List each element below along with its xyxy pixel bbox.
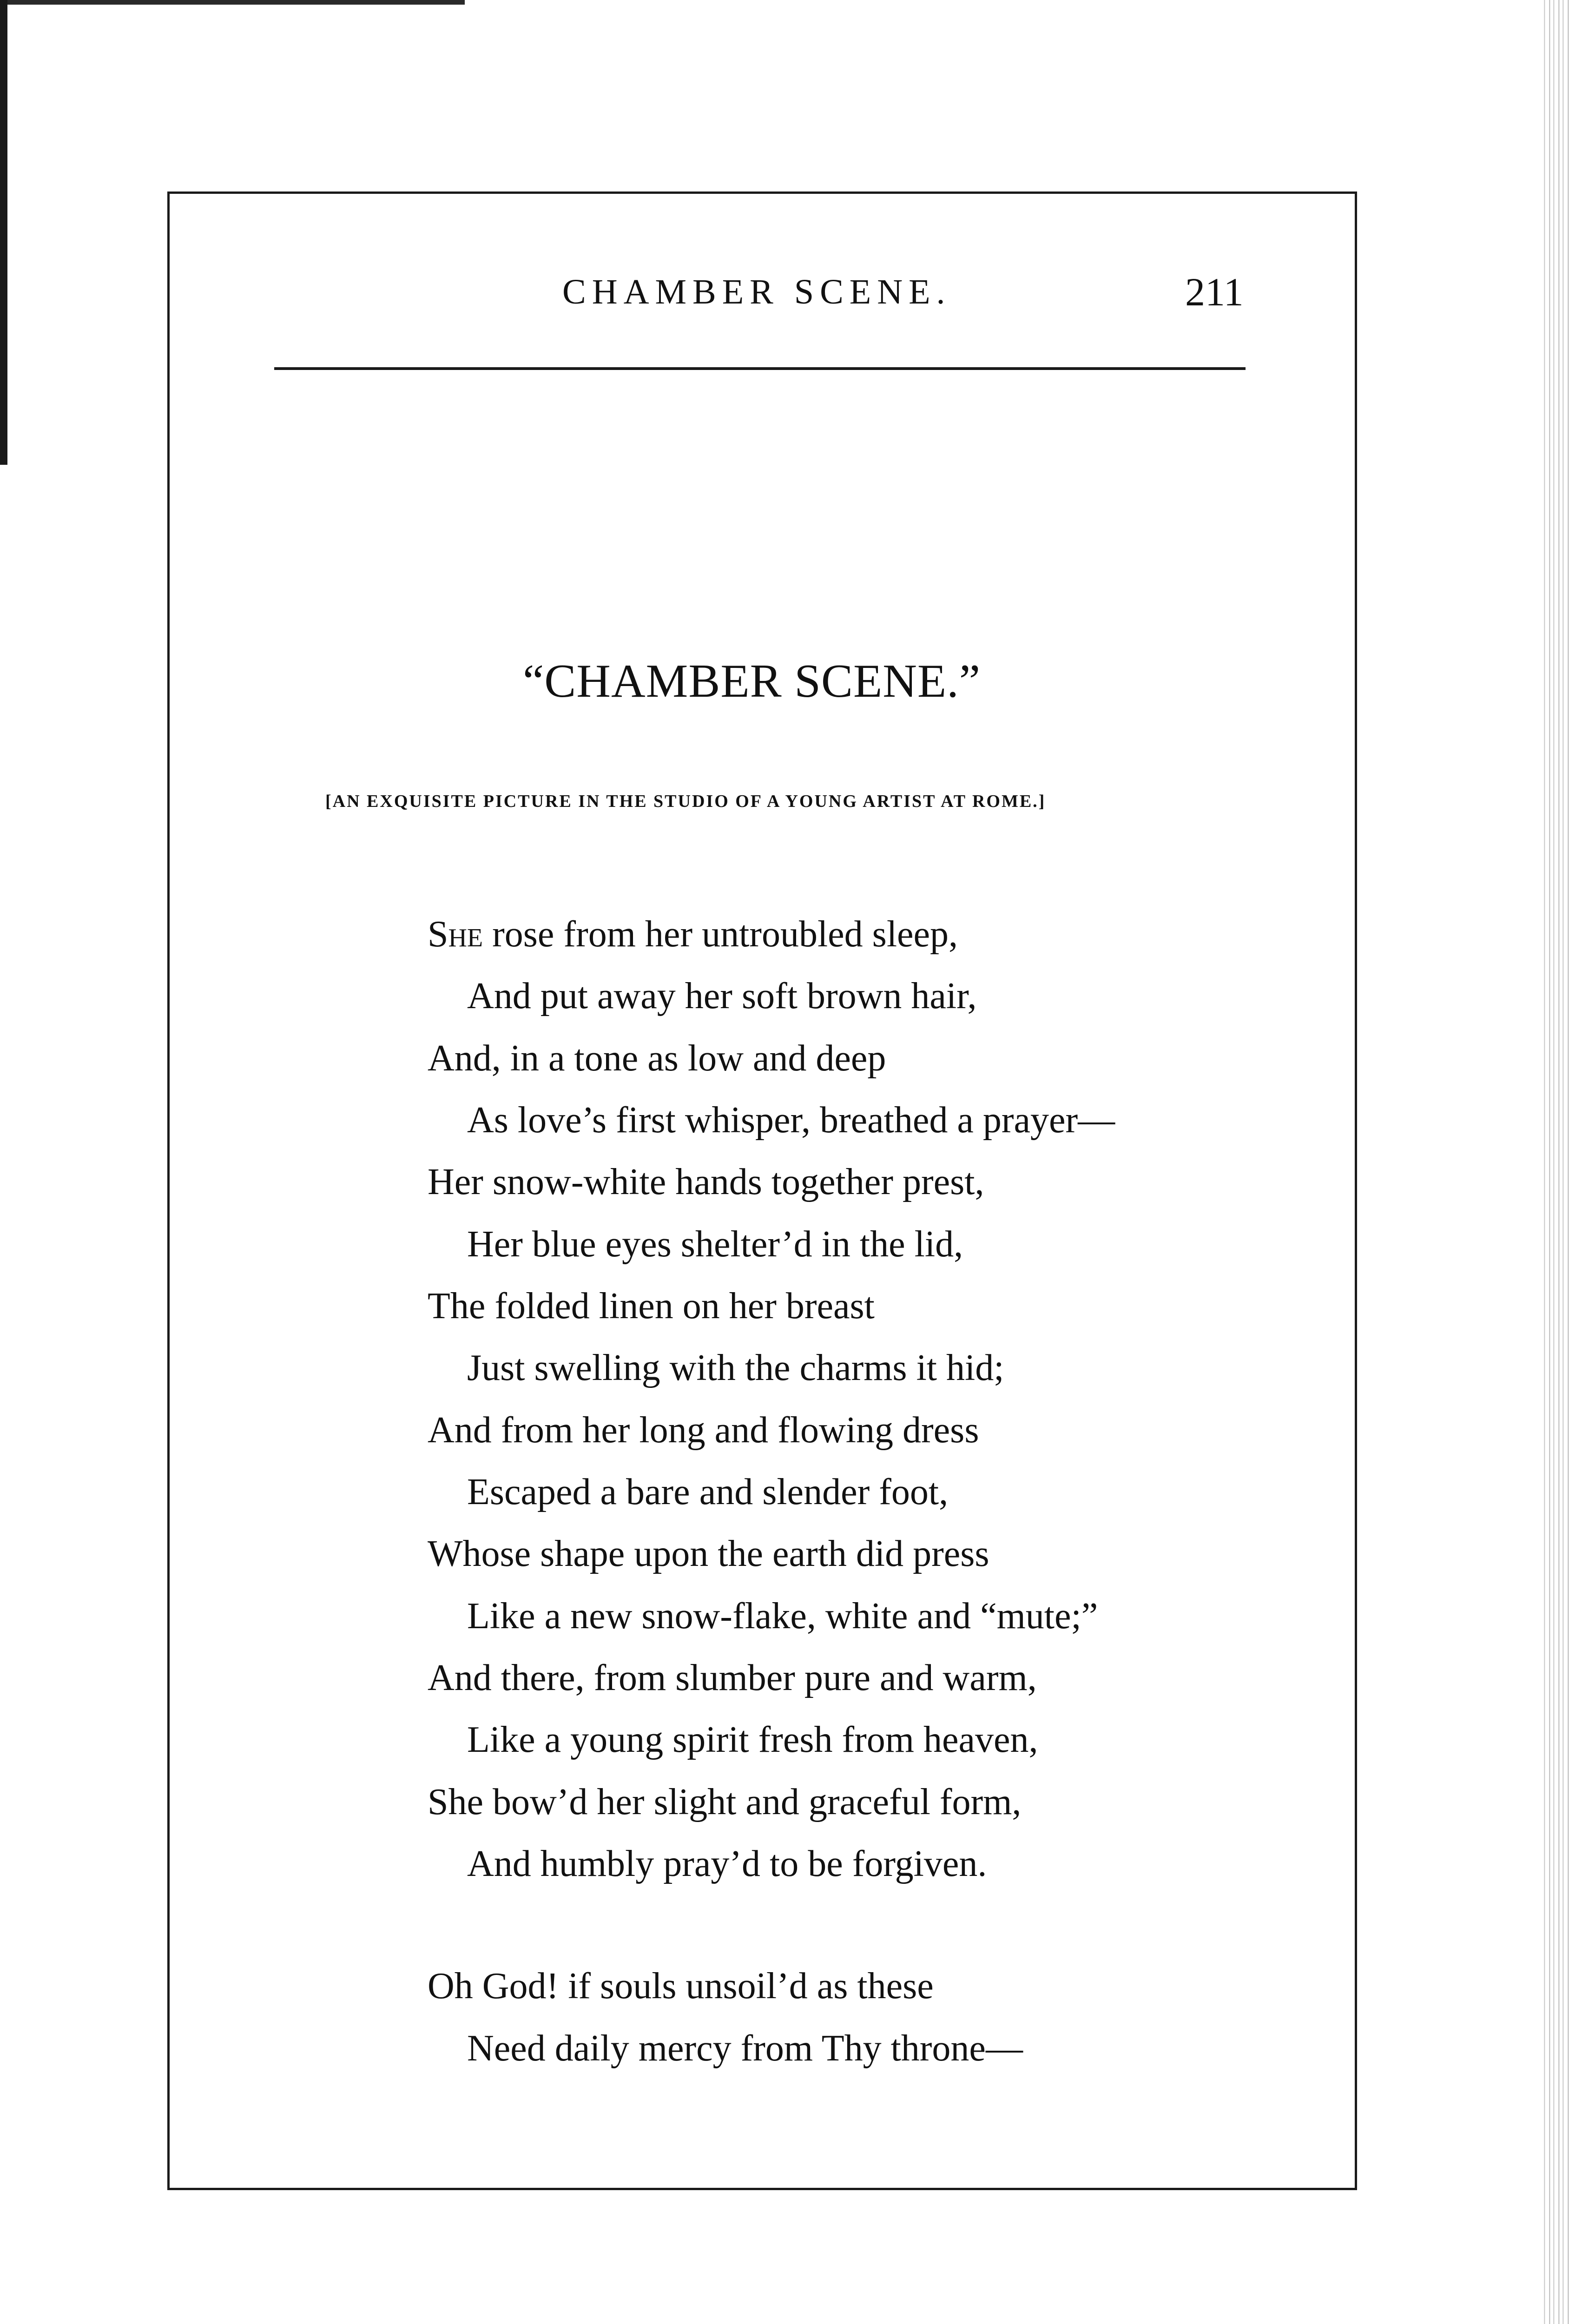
poem-line: Oh God! if souls unsoil’d as these [428, 1966, 934, 2007]
poem-line: And, in a tone as low and deep [428, 1038, 886, 1079]
poem-line: Like a young spirit fresh from heaven, [467, 1719, 1038, 1760]
poem-line [428, 916, 958, 953]
page-scan-edge-top [0, 0, 465, 5]
poem-line: As love’s first whisper, breathed a prayer— [467, 1100, 1115, 1141]
poem-line: She bow’d her slight and graceful form, [428, 1782, 1022, 1822]
poem-line: And humbly pray’d to be forgiven. [467, 1843, 987, 1884]
poem-subtitle: [AN EXQUISITE PICTURE IN THE STUDIO OF A YOUNG ARTIST AT ROME.] [325, 792, 1046, 811]
page-scan-edge-left [0, 0, 7, 465]
poem-line: Her snow-white hands together prest, [428, 1162, 984, 1202]
header-rule [274, 367, 1246, 370]
poem-line: Whose shape upon the earth did press [428, 1533, 989, 1574]
page-scan-edge-right [1541, 0, 1569, 2324]
poem-title: “CHAMBER SCENE.” [523, 655, 981, 707]
poem-line: And there, from slumber pure and warm, [428, 1657, 1037, 1698]
poem-line: And from her long and flowing dress [428, 1410, 979, 1451]
poem-line: Escaped a bare and slender foot, [467, 1472, 949, 1512]
first-word: She [428, 914, 483, 955]
page-number: 211 [1185, 270, 1244, 314]
running-head: CHAMBER SCENE. [562, 272, 951, 311]
poem-line: The folded linen on her breast [428, 1286, 875, 1327]
poem-line: And put away her soft brown hair, [467, 976, 977, 1017]
first-line-rest: rose from her untroubled sleep, [483, 914, 958, 955]
poem-line: Like a new snow-flake, white and “mute;” [467, 1596, 1098, 1637]
poem-line: Her blue eyes shelter’d in the lid, [467, 1224, 963, 1265]
poem-line: Just swelling with the charms it hid; [467, 1347, 1004, 1388]
poem-line: Need daily mercy from Thy throne— [467, 2028, 1023, 2069]
